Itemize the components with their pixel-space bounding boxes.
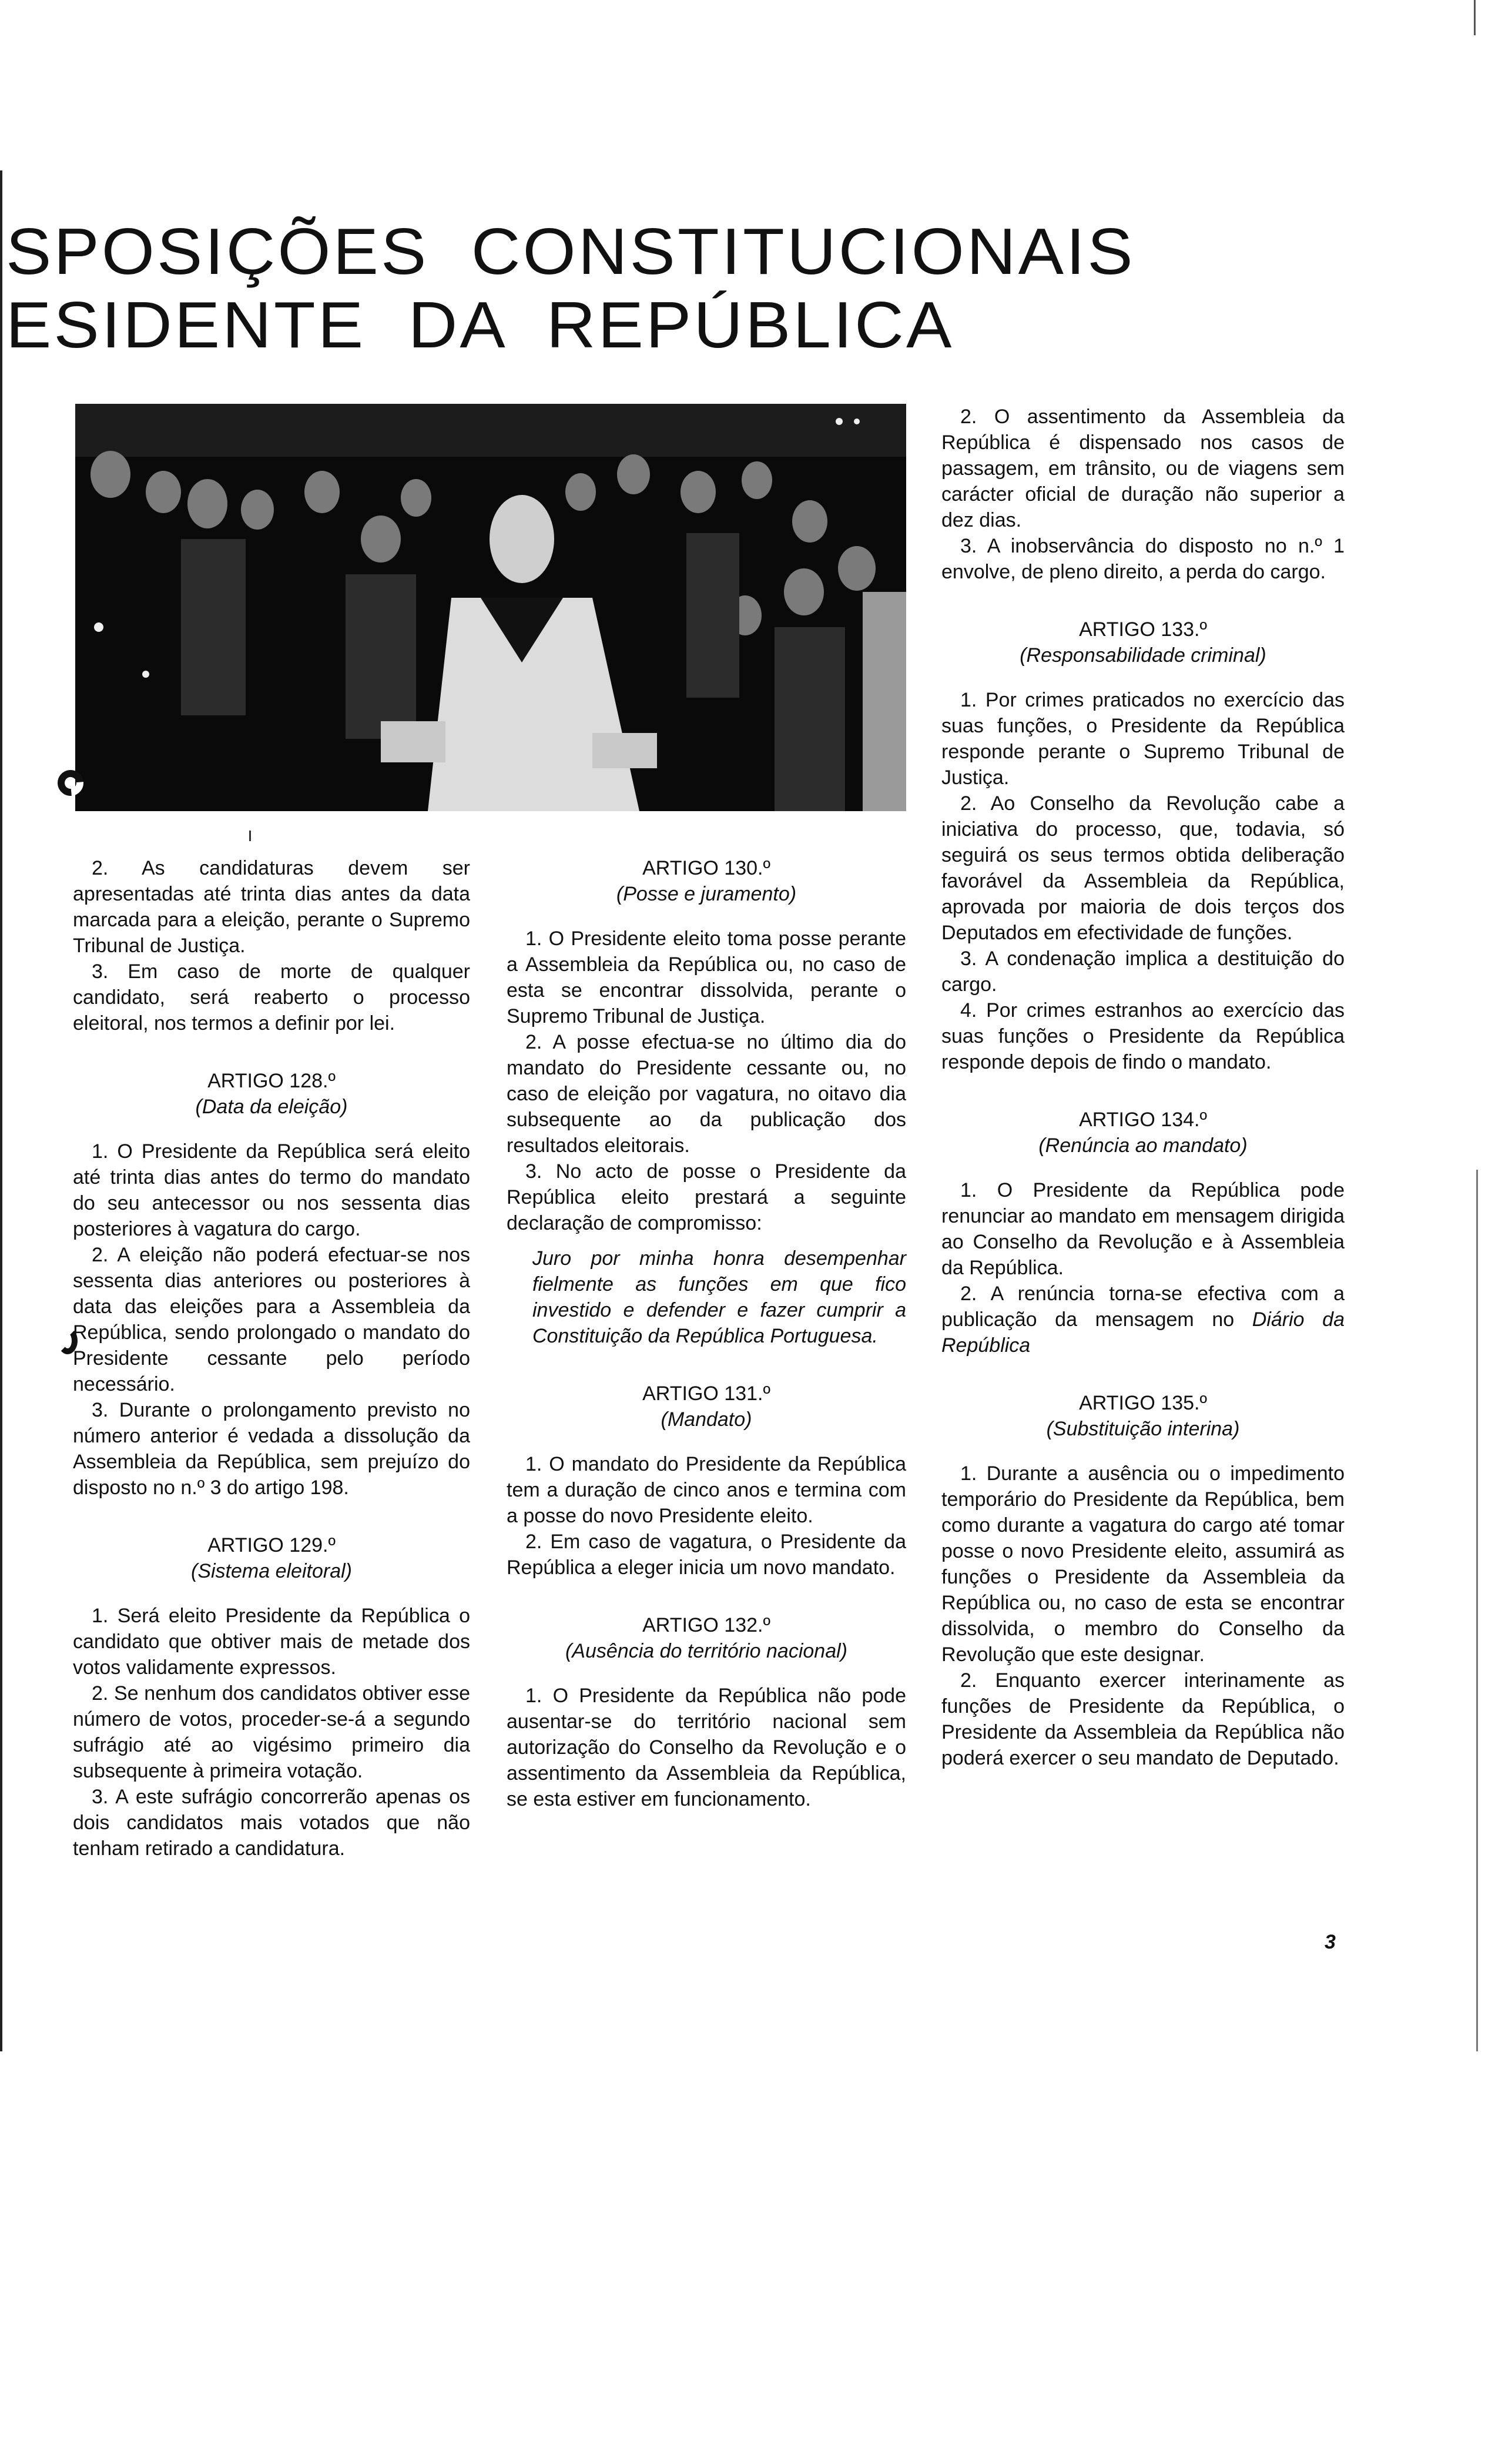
article-subheading: (Data da eleição)	[195, 1096, 348, 1118]
paragraph: 3. A inobservância do disposto no n.º 1 envolve, de pleno direito, a perda do cargo.	[941, 535, 1345, 583]
paragraph: 2. As candidaturas devem ser apresentadas até trinta dias antes da data marcada para a eleição, perante o Supremo Tribunal de Justiça.	[73, 857, 470, 957]
article-heading: ARTIGO 128.º	[207, 1070, 336, 1092]
paragraph: 1. O Presidente da República será eleito até trinta dias antes do termo do mandato do seu antecessor ou nos sessenta dias posteriores à vagatura do cargo.	[73, 1140, 470, 1240]
paragraph: 4. Por crimes estranhos ao exercício das suas funções o Presidente da República responde depois de findo o mandato.	[941, 999, 1345, 1073]
oath-text: Juro por minha honra desempenhar fielmente as funções em que fico investido e defender e fazer cumprir a Constituição da República Portuguesa.	[532, 1247, 906, 1347]
article-heading: ARTIGO 131.º	[642, 1382, 770, 1405]
paragraph: 2. Em caso de vagatura, o Presidente da República a eleger inicia um novo mandato.	[507, 1531, 906, 1579]
crowd-photo	[75, 404, 906, 811]
paragraph-text: 2. A renúncia torna-se efectiva com a publicação da mensagem no	[941, 1283, 1345, 1331]
text-column-1	[73, 855, 470, 1862]
article-subheading: (Ausência do território nacional)	[565, 1640, 848, 1662]
article-subheading: (Sistema eleitoral)	[191, 1560, 352, 1582]
paragraph: 1. O Presidente eleito toma posse perante a Assembleia da República ou, no caso de esta se encontrar dissolvida, perante o Supremo Tribunal de Justiça.	[507, 928, 906, 1027]
paragraph: 2. A eleição não poderá efectuar-se nos sessenta dias anteriores ou posteriores à data das eleições para a Assembleia da República, sendo prolongado o mandato do Presidente cessante pelo período necessário.	[73, 1244, 470, 1395]
page-edge-mark	[1476, 1170, 1478, 2051]
paragraph: 1. Por crimes praticados no exercício das suas funções, o Presidente da República responde perante o Supremo Tribunal de Justiça.	[941, 689, 1345, 789]
text-column-3	[941, 404, 1345, 1771]
page-number: 3	[1325, 1931, 1336, 1953]
paragraph: 1. Será eleito Presidente da República o candidato que obtiver mais de metade dos votos validamente expressos.	[73, 1605, 470, 1679]
article-subheading: (Substituição interina)	[1046, 1418, 1240, 1440]
paragraph: 1. O Presidente da República não pode ausentar-se do território nacional sem autorização do Conselho da Revolução e o assentimento da Assembleia da República, se esta estiver em funcionamento.	[507, 1685, 906, 1810]
paragraph: 3. A este sufrágio concorrerão apenas os dois candidatos mais votados que não tenham retirado a candidatura.	[73, 1786, 470, 1860]
page-edge-mark	[1474, 0, 1476, 35]
text-column-2	[507, 855, 906, 1812]
article-heading: ARTIGO 133.º	[1079, 618, 1207, 641]
paragraph: 1. Durante a ausência ou o impedimento temporário do Presidente da República, bem como durante a vagatura do cargo até tomar posse o novo Presidente eleito, assumirá as funções o Presidente da Assembleia da República ou, no caso de esta se encontrar dissolvida, o membro do Conselho da Revolução que este designar.	[941, 1462, 1345, 1666]
article-subheading: (Posse e juramento)	[616, 883, 797, 905]
paragraph: 3. A condenação implica a destituição do cargo.	[941, 948, 1345, 996]
headline-line-1: SPOSIÇÕES CONSTITUCIONAIS	[6, 215, 1135, 289]
paragraph: 2. O assentimento da Assembleia da República é dispensado nos casos de passagem, em trânsito, ou de viagens sem carácter oficial de duração não superior a dez dias.	[941, 406, 1345, 531]
paragraph	[941, 1281, 1345, 1358]
article-subheading: (Responsabilidade criminal)	[1020, 644, 1266, 667]
scan-mark	[249, 831, 251, 841]
article-heading: ARTIGO 129.º	[207, 1534, 336, 1556]
paragraph: 1. O Presidente da República pode renunciar ao mandato em mensagem dirigida ao Conselho da Revolução e à Assembleia da República.	[941, 1179, 1345, 1279]
paragraph: 2. Enquanto exercer interinamente as funções de Presidente da República, o Presidente da Assembleia da República não poderá exercer o seu mandato de Deputado.	[941, 1669, 1345, 1769]
article-heading: ARTIGO 135.º	[1079, 1392, 1207, 1414]
article-heading: ARTIGO 132.º	[642, 1614, 770, 1636]
paragraph: 2. Se nenhum dos candidatos obtiver esse número de votos, proceder-se-á a segundo sufrágio até ao vigésimo primeiro dia subsequente à primeira votação.	[73, 1682, 470, 1782]
article-subheading: (Mandato)	[661, 1408, 752, 1431]
paragraph: 1. O mandato do Presidente da República tem a duração de cinco anos e termina com a posse do novo Presidente eleito.	[507, 1453, 906, 1527]
publication-name: Diário da República	[941, 1308, 1345, 1357]
article-heading: ARTIGO 134.º	[1079, 1109, 1207, 1131]
headline-line-2: ESIDENTE DA REPÚBLICA	[6, 288, 954, 362]
paragraph: 3. Em caso de morte de qualquer candidato, será reaberto o processo eleitoral, nos termos a definir por lei.	[73, 960, 470, 1035]
paragraph: 2. Ao Conselho da Revolução cabe a iniciativa do processo, que, todavia, só seguirá os seus termos obtida deliberação favorável da Assembleia da República, aprovada por maioria de dois terços dos Deputados em efectividade de funções.	[941, 792, 1345, 944]
article-subheading: (Renúncia ao mandato)	[1038, 1134, 1248, 1157]
paragraph: 3. No acto de posse o Presidente da República eleito prestará a seguinte declaração de compromisso:	[507, 1160, 906, 1234]
article-heading: ARTIGO 130.º	[642, 857, 770, 879]
paragraph: 2. A posse efectua-se no último dia do mandato do Presidente cessante ou, no caso de eleição por vagatura, no oitavo dia subsequente ao da publicação dos resultados eleitorais.	[507, 1031, 906, 1157]
page-edge-line	[0, 170, 2, 2051]
paragraph: 3. Durante o prolongamento previsto no número anterior é vedada a dissolução da Assembleia da República, sem prejuízo do disposto no n.º 3 do artigo 198.	[73, 1399, 470, 1499]
